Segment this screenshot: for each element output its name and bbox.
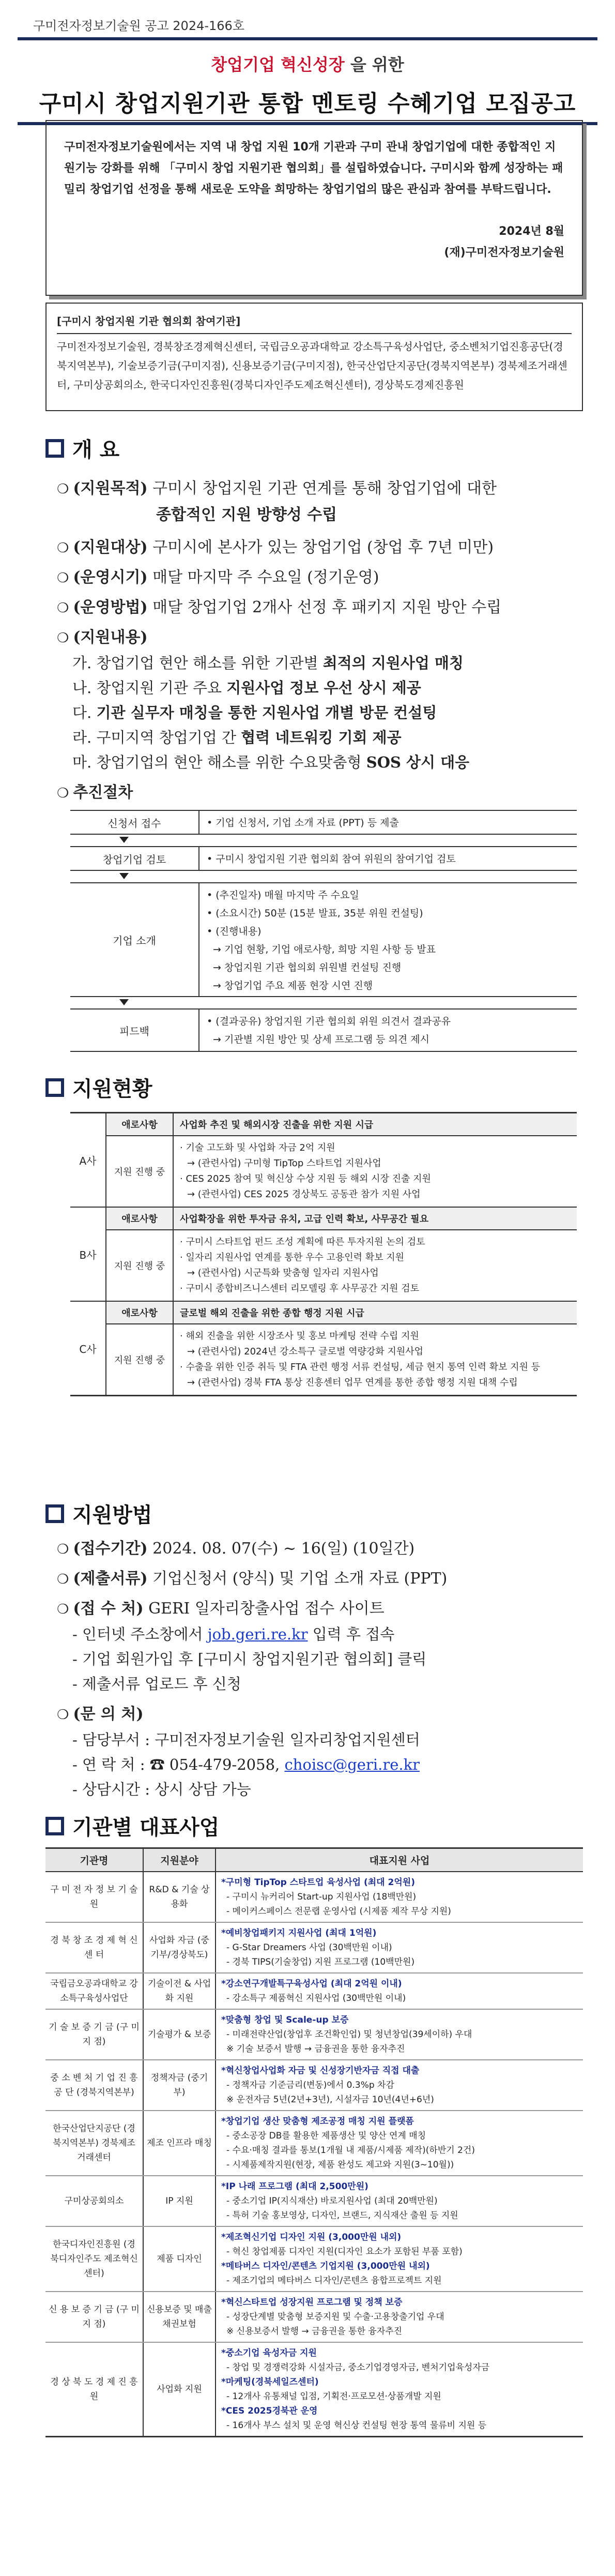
org-name-cell: 신 용 보 증 기 금 (구 미 지 점) bbox=[45, 2292, 144, 2342]
contents-item: 가. 창업기업 현안 해소를 위한 기관별 최적의 지원사업 매칭 bbox=[72, 654, 464, 672]
site-instruction: - 제출서류 업로드 후 신청 bbox=[72, 1675, 241, 1693]
support-block bbox=[70, 1208, 577, 1302]
reps-table-header: 기관명 지원분야 대표지원 사업 bbox=[45, 1849, 583, 1872]
section-reps-title: 기관별 대표사업 bbox=[45, 1811, 219, 1841]
overview-item-purpose: ❍ (지원목적) 구미시 창업지원 기관 연계를 통해 창업기업에 대한 종합적인 지원 방향성 수립 bbox=[57, 479, 497, 524]
procedure-row bbox=[70, 882, 577, 997]
procedure-detail: • 구미시 창업지원 기관 협의회 참여 위원의 참여기업 검토 bbox=[207, 853, 456, 865]
contents-item: 다. 기관 실무자 매칭을 통한 지원사업 개별 방문 컨설팅 bbox=[72, 704, 437, 721]
table-row bbox=[45, 2060, 583, 2111]
org-name-cell: 경 상 북 도 경 제 진 흥 원 bbox=[45, 2343, 144, 2436]
issue-row: 애로사항 글로벌 해외 진출을 위한 종합 행정 지원 시급 bbox=[106, 1302, 577, 1324]
contents-item: 라. 구미지역 창업기업 간 협력 네트워킹 기회 제공 bbox=[72, 729, 402, 746]
table-row bbox=[45, 1923, 583, 1974]
procedure-row bbox=[70, 1008, 577, 1052]
circle-bullet-icon: ❍ bbox=[57, 786, 69, 801]
intro-signature bbox=[64, 221, 564, 263]
program-detail: - 정책자금 기준금리(변동)에서 0.3%p 차감 bbox=[226, 2080, 394, 2090]
support-field-cell: 기술이전 & 사업화 지원 bbox=[144, 1974, 216, 2009]
support-field-cell: 기술평가 & 보증 bbox=[144, 2010, 216, 2059]
program-detail: ※ 신용보증서 발행 → 금융권을 통한 융자추진 bbox=[226, 2326, 403, 2337]
support-field-cell: IP 지원 bbox=[144, 2176, 216, 2226]
procedure-row bbox=[70, 846, 577, 871]
overview-item-contents: ❍ (지원내용) bbox=[57, 628, 148, 646]
site-link[interactable]: job.geri.re.kr bbox=[207, 1625, 308, 1643]
program-cell bbox=[216, 1974, 583, 2009]
issue-row: 애로사항 사업화 추진 및 해외시장 진출을 위한 지원 시급 bbox=[106, 1113, 577, 1136]
arrow-down-icon bbox=[119, 837, 129, 843]
method-item-site: ❍ (접 수 처) GERI 일자리창출사업 접수 사이트 bbox=[57, 1600, 385, 1618]
email-link[interactable]: choisc@geri.re.kr bbox=[284, 1756, 420, 1773]
arrow-down-icon bbox=[119, 999, 129, 1005]
program-detail: - 16개사 부스 설치 및 운영 혁신상 컨설팅 현장 통역 물류비 지원 등 bbox=[226, 2420, 487, 2431]
program-detail: ※ 기술 보증서 발행 → 금융권을 통한 융자추진 bbox=[226, 2044, 405, 2054]
issue-row: 애로사항 사업확장을 위한 투자금 유치, 고급 인력 확보, 사무공간 필요 bbox=[106, 1208, 577, 1230]
circle-bullet-icon: ❍ bbox=[57, 540, 69, 556]
company-label: A사 bbox=[70, 1113, 106, 1207]
procedure-step: 기업 소개 bbox=[70, 883, 199, 996]
program-detail: - 혁신 창업제품 디자인 지원(디자인 요소가 포함된 부품 포함) bbox=[226, 2247, 463, 2257]
table-row bbox=[45, 2176, 583, 2227]
procedure-detail: • (결과공유) 창업지원 기관 협의회 위원 의견서 결과공유 → 기관별 지원 방안 및 상세 프로그램 등 의견 제시 bbox=[207, 1016, 451, 1045]
support-field-cell: 신용보증 및 매출채권보험 bbox=[144, 2292, 216, 2342]
title-sub-accent: 창업기업 혁신성장 bbox=[211, 55, 345, 74]
table-row bbox=[45, 2111, 583, 2176]
program-detail: - 제조기업의 메타버스 디자인/콘텐츠 융합프로젝트 지원 bbox=[226, 2276, 442, 2286]
participating-orgs-title: [구미시 창업지원 기관 협의회 참여기관] bbox=[57, 312, 572, 334]
support-field-cell: 사업화 자금 (중기부/경상북도) bbox=[144, 1923, 216, 1972]
program-detail: - 경북 TIPS(기술창업) 지원 프로그램 (10백만원) bbox=[226, 1957, 415, 1967]
program-title: *맞춤형 창업 및 Scale-up 보증 bbox=[221, 2015, 349, 2025]
procedure-detail: • (추진일자) 매월 마지막 주 수요일 • (소요시간) 50분 (15분 발표, 35분 위원 컨설팅) • (진행내용) → 기업 현황, 기업 애로사항, 희망 지원 사항 등 발표 → 창업지원 기관 협의회 위원별 컨설팅 진행 → 창업기업 주요 제품 현장 시연 진행 bbox=[207, 890, 436, 991]
site-instruction: - 기업 회원가입 후 [구미시 창업지원기관 협의회] 클릭 bbox=[72, 1650, 427, 1668]
section-square-icon bbox=[45, 1504, 64, 1523]
site-instruction: - 인터넷 주소창에서 job.geri.re.kr 입력 후 접속 bbox=[72, 1625, 395, 1643]
table-row bbox=[45, 1872, 583, 1923]
title-sub bbox=[18, 52, 597, 76]
support-field-cell: 정책자금 (중기부) bbox=[144, 2060, 216, 2110]
method-item-inquiry: ❍ (문 의 처) bbox=[57, 1705, 144, 1723]
support-field-cell: 제품 디자인 bbox=[144, 2227, 216, 2291]
org-name-cell: 국립금오공과대학교 강소특구육성사업단 bbox=[45, 1974, 144, 2009]
procedure-row bbox=[70, 810, 577, 835]
org-name-cell: 한국디자인진흥원 (경북디자인주도 제조혁신센터) bbox=[45, 2227, 144, 2291]
table-row bbox=[45, 2010, 583, 2060]
section-method-title: 지원방법 bbox=[45, 1499, 152, 1528]
program-detail: - 메이커스페이스 전문랩 운영사업 (시제품 제작 무상 지원) bbox=[226, 1906, 451, 1917]
section-square-icon bbox=[45, 1817, 64, 1835]
procedure-step: 창업기업 검토 bbox=[70, 847, 199, 870]
participating-orgs-text: 구미전자정보기술원, 경북창조경제혁신센터, 국립금오공과대학교 강소특구육성사업단, 중소벤처기업진흥공단(경북지역본부), 기술보증기금(구미지점), 신용보증기금(구미지점), 한국산업단지공단(경북지역본부) 경북제조거래센터, 구미상공회의소, 한국디자인진흥원(경북디자인주도제조혁신센터), 경상북도경제진흥원 bbox=[57, 340, 567, 391]
intro-box bbox=[45, 120, 583, 296]
program-title: *마케팅(경북세일즈센터) bbox=[221, 2377, 319, 2387]
program-title: *예비창업패키지 지원사업 (최대 1억원) bbox=[221, 1928, 377, 1938]
notice-code: 구미전자정보기술원 공고 2024-166호 bbox=[33, 19, 245, 33]
intro-org: (재)구미전자정보기술원 bbox=[444, 246, 564, 259]
org-name-cell: 기 술 보 증 기 금 (구 미 지 점) bbox=[45, 2010, 144, 2059]
section-square-icon bbox=[45, 439, 64, 458]
overview-item-period: ❍ (운영시기) 매달 마지막 주 수요일 (정기운영) bbox=[57, 568, 379, 586]
title-sub-rest: 을 위한 bbox=[350, 55, 404, 74]
reps-table-body bbox=[45, 1872, 583, 2436]
inquiry-line: - 연 락 처 : ☎ 054-479-2058, choisc@geri.re.kr bbox=[72, 1756, 420, 1773]
circle-bullet-icon: ❍ bbox=[57, 630, 69, 646]
circle-bullet-icon: ❍ bbox=[57, 1542, 69, 1557]
program-detail: - 강소특구 제품혁신 지원사업 (30백만원 이내) bbox=[226, 1993, 406, 2003]
program-cell bbox=[216, 2343, 583, 2436]
arrow-down-icon bbox=[119, 873, 129, 879]
intro-text: 구미전자정보기술원에서는 지역 내 창업 지원 10개 기관과 구미 관내 창업기업에 대한 종합적인 지원기능 강화를 위해 「구미시 창업 지원기관 협의회」를 설립하였습니다. 구미시와 함께 성장하는 패밀리 창업기업 선정을 통해 새로운 도약을 희망하는 창업기업의 많은 관심과 참여를 부탁드립니다. bbox=[64, 141, 563, 196]
program-title: *중소기업 육성자금 지원 bbox=[221, 2348, 317, 2358]
procedure-step: 피드백 bbox=[70, 1010, 199, 1051]
program-title: *창업기업 생산 맞춤형 제조공정 매칭 지원 플랫폼 bbox=[221, 2116, 414, 2127]
procedure-detail: • 기업 신청서, 기업 소개 자료 (PPT) 등 제출 bbox=[207, 817, 399, 828]
company-label: C사 bbox=[70, 1302, 106, 1395]
intro-date: 2024년 8월 bbox=[499, 225, 564, 238]
program-detail: ※ 운전자금 5년(2년+3년), 시설자금 10년(4년+6년) bbox=[226, 2095, 434, 2105]
program-title: *강소연구개발특구육성사업 (최대 2억원 이내) bbox=[221, 1979, 402, 1989]
circle-bullet-icon: ❍ bbox=[57, 1602, 69, 1617]
section-status-title: 지원현황 bbox=[45, 1073, 152, 1102]
program-detail: - 미래전략산업(창업후 조건확인업) 및 청년창업(39세이하) 우대 bbox=[226, 2029, 472, 2040]
program-cell bbox=[216, 2060, 583, 2110]
program-title: *구미형 TipTop 스타트업 육성사업 (최대 2억원) bbox=[221, 1877, 415, 1888]
program-detail: - 12개사 유통채널 입점, 기획전·프로모션·상품개발 지원 bbox=[226, 2391, 441, 2402]
program-cell bbox=[216, 1923, 583, 1972]
title-box bbox=[18, 37, 597, 125]
page-title: 구미시 창업지원기관 통합 멘토링 수혜기업 모집공고 bbox=[39, 91, 576, 117]
program-detail: - 성장단계별 맞춤형 보증지원 및 수출·고용창출기업 우대 bbox=[226, 2312, 444, 2322]
support-field-cell: 사업화 지원 bbox=[144, 2343, 216, 2436]
program-title: *혁신스타트업 성장지원 프로그램 및 정책 보증 bbox=[221, 2297, 403, 2308]
participating-orgs-box bbox=[45, 303, 583, 411]
program-detail: - 중소공장 DB를 활용한 제품생산 및 양산 연계 매칭 bbox=[226, 2131, 426, 2141]
support-block bbox=[70, 1302, 577, 1395]
circle-bullet-icon: ❍ bbox=[57, 570, 69, 586]
support-row: 지원 진행 중 · 기술 고도화 및 사업화 자금 2억 지원 → (관련사업) 구미형 TipTop 스타트업 지원사업 · CES 2025 참여 및 혁신상 수상 지원 등 해외 시장 진출 지원 → (관련사업) CES 2025 경상북도 공동관 참가 지원 사업 bbox=[106, 1136, 577, 1207]
contents-item: 나. 창업지원 기관 주요 지원사업 정보 우선 상시 제공 bbox=[72, 679, 421, 697]
method-item-period: ❍ (접수기간) 2024. 08. 07(수) ~ 16(일) (10일간) bbox=[57, 1540, 415, 1558]
overview-item-method: ❍ (운영방법) 매달 창업기업 2개사 선정 후 패키지 지원 방안 수립 bbox=[57, 598, 502, 616]
support-row: 지원 진행 중 · 해외 진출을 위한 시장조사 및 홍보 마케팅 전략 수립 지원 → (관련사업) 2024년 강소특구 글로벌 역량강화 지원사업 · 수출을 위한 인증 취득 및 FTA 관련 행정 서류 컨설팅, 세금 현지 통역 인력 확보 지원 등 → (관련사업) 경북 FTA 통상 진흥센터 업무 연계를 통한 종합 행정 지원 대책 수립 bbox=[106, 1324, 577, 1395]
support-field-cell: 제조 인프라 매칭 bbox=[144, 2111, 216, 2175]
circle-bullet-icon: ❍ bbox=[57, 1707, 69, 1723]
program-detail: - 중소기업 IP(지식재산) 바로지원사업 (최대 20백만원) bbox=[226, 2196, 438, 2206]
overview-item-target: ❍ (지원대상) 구미시에 본사가 있는 창업기업 (창업 후 7년 미만) bbox=[57, 538, 494, 556]
program-detail: - G-Star Dreamers 사업 (30백만원 이내) bbox=[226, 1942, 392, 1953]
program-detail: - 시제품제작지원(현장, 제품 완성도 제고와 지원(3~10월)) bbox=[226, 2160, 454, 2170]
table-row bbox=[45, 2227, 583, 2292]
org-name-cell: 구 미 전 자 정 보 기 술 원 bbox=[45, 1872, 144, 1922]
org-name-cell: 구미상공회의소 bbox=[45, 2176, 144, 2226]
support-status-table bbox=[70, 1112, 577, 1396]
program-cell bbox=[216, 2292, 583, 2342]
org-name-cell: 한국산업단지공단 (경북지역본부) 경북제조거래센터 bbox=[45, 2111, 144, 2175]
program-cell bbox=[216, 2111, 583, 2175]
inquiry-line: - 상담시간 : 상시 상담 가능 bbox=[72, 1781, 251, 1798]
program-detail: - 특허 기술 홍보영상, 디자인, 브랜드, 지식재산 출원 등 지원 bbox=[226, 2210, 458, 2221]
circle-bullet-icon: ❍ bbox=[57, 600, 69, 616]
support-block bbox=[70, 1113, 577, 1208]
program-title: *CES 2025경북관 운영 bbox=[221, 2406, 318, 2416]
table-row bbox=[45, 2343, 583, 2436]
program-title: *IP 나래 프로그램 (최대 2,500만원) bbox=[221, 2181, 368, 2192]
support-row: 지원 진행 중 · 구미시 스타트업 펀드 조성 계획에 따른 투자지원 논의 검토 · 일자리 지원사업 연계를 통한 우수 고용인력 확보 지원 → (관련사업) 시군특화 맞춤형 일자리 지원사업 · 구미시 종합비즈니스센터 리모델링 후 사무공간 지원 검토 bbox=[106, 1230, 577, 1301]
program-cell bbox=[216, 2010, 583, 2059]
support-field-cell: R&D & 기술 상용화 bbox=[144, 1872, 216, 1922]
procedure-label: ❍ 추진절차 bbox=[57, 784, 133, 802]
circle-bullet-icon: ❍ bbox=[57, 1572, 69, 1587]
program-title: *혁신창업사업화 자금 및 신성장기반자금 직접 대출 bbox=[221, 2066, 420, 2076]
program-cell bbox=[216, 2227, 583, 2291]
method-item-docs: ❍ (제출서류) 기업신청서 (양식) 및 기업 소개 자료 (PPT) bbox=[57, 1570, 448, 1588]
program-detail: - 창업 및 경쟁력강화 시설자금, 중소기업경영자금, 벤처기업육성자금 bbox=[226, 2362, 490, 2373]
section-square-icon bbox=[45, 1078, 64, 1097]
table-row bbox=[45, 1974, 583, 2010]
program-detail: - 수요·매칭 결과를 통보(1개월 내 제품/시제품 제작)(하반기 2건) bbox=[226, 2145, 475, 2156]
circle-bullet-icon: ❍ bbox=[57, 481, 69, 497]
section-overview-title: 개 요 bbox=[45, 433, 119, 463]
org-name-cell: 경 북 창 조 경 제 혁 신 센 터 bbox=[45, 1923, 144, 1972]
company-label: B사 bbox=[70, 1208, 106, 1301]
inquiry-line: - 담당부서 : 구미전자정보기술원 일자리창업지원센터 bbox=[72, 1731, 420, 1749]
contents-item: 마. 창업기업의 현안 해소를 위한 수요맞춤형 SOS 상시 대응 bbox=[72, 754, 470, 771]
program-detail: - 구미시 뉴커리어 Start-up 지원사업 (18백만원) bbox=[226, 1892, 417, 1902]
procedure-step: 신청서 접수 bbox=[70, 811, 199, 834]
program-cell bbox=[216, 1872, 583, 1922]
reps-table bbox=[45, 1847, 583, 2437]
program-title: *제조혁신기업 디자인 지원 (3,000만원 내외) bbox=[221, 2232, 402, 2242]
program-title: *메타버스 디자인/콘텐츠 기업지원 (3,000만원 내외) bbox=[221, 2261, 430, 2271]
program-cell bbox=[216, 2176, 583, 2226]
table-row bbox=[45, 2292, 583, 2343]
org-name-cell: 중 소 벤 처 기 업 진 흥 공 단 (경북지역본부) bbox=[45, 2060, 144, 2110]
